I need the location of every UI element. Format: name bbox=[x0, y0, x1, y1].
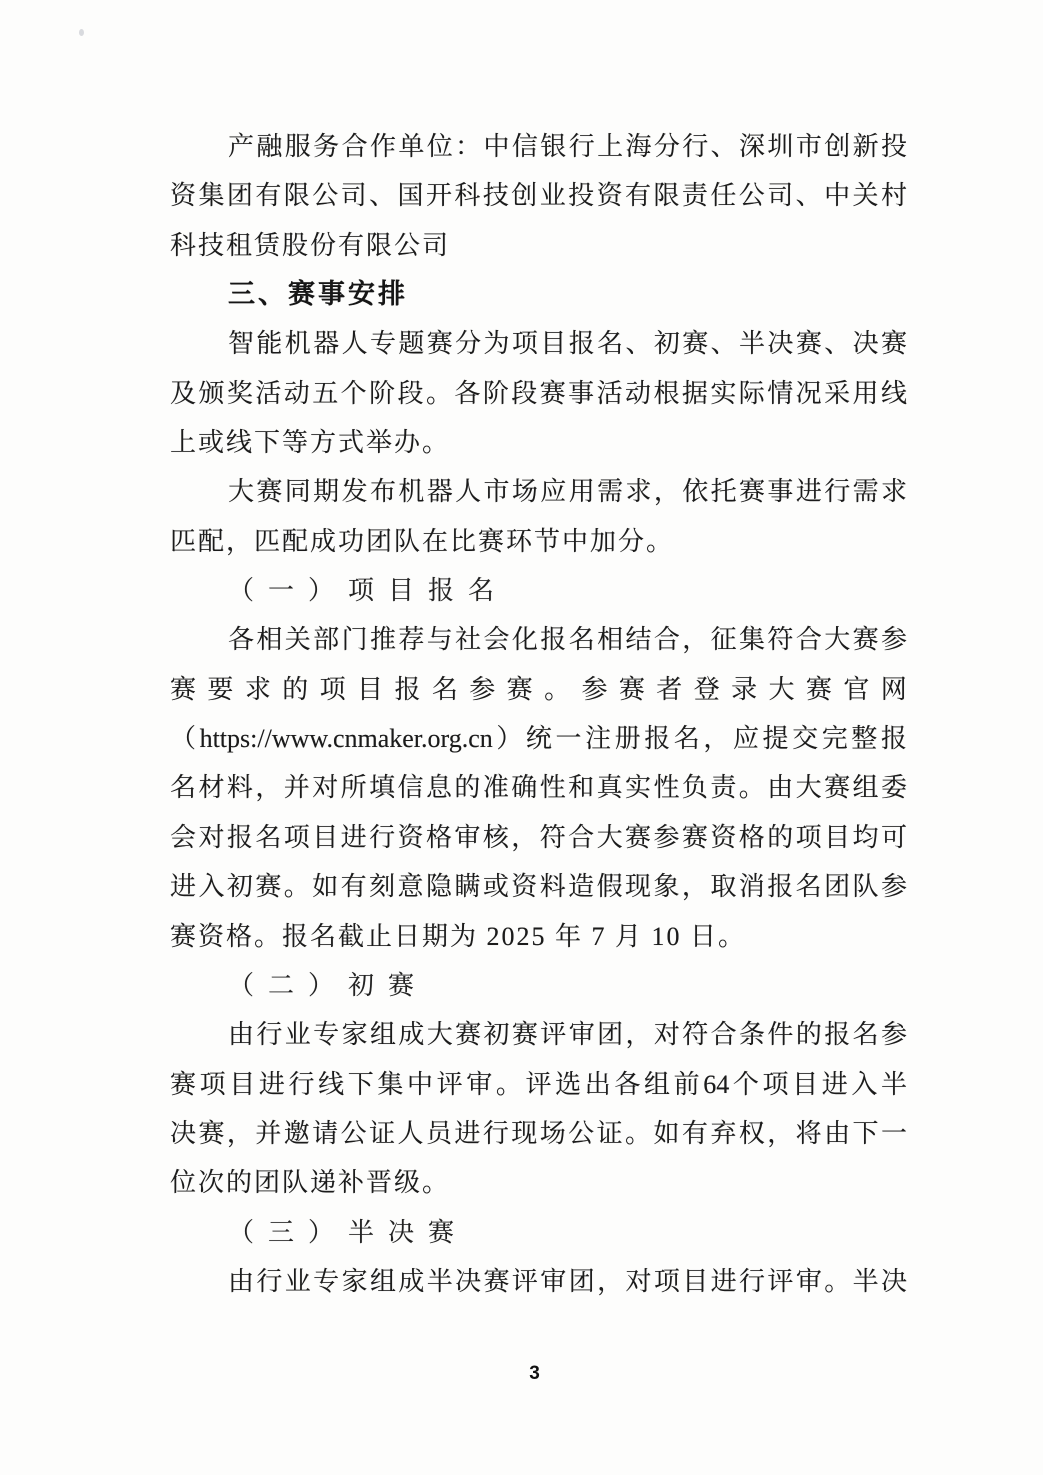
body-line: 各 相 关 部 门 推 荐 与 社 会 化 报 名 相 结 合 ， 征 集 符 合 大 赛 参 bbox=[228, 625, 907, 655]
subsection-heading: （二）初赛 bbox=[228, 970, 429, 1000]
subsection-heading: （三）半决赛 bbox=[228, 1217, 469, 1247]
body-line: 智 能 机 器 人 专 题 赛 分 为 项 目 报 名 、 初 赛 、 半 决 赛 、 决 赛 bbox=[228, 329, 907, 359]
body-line: 及 颁 奖 活 动 五 个 阶 段 。 各 阶 段 赛 事 活 动 根 据 实 际 情 况 采 用 线 bbox=[170, 378, 907, 408]
body-line: 赛 要 求 的 项 目 报 名 参 赛 。 参 赛 者 登 录 大 赛 官 网 bbox=[170, 674, 907, 704]
body-line: 赛 项 目 进 行 线 下 集 中 评 审 。 评 选 出 各 组 前 64 个 项 目 进 入 半 bbox=[170, 1069, 907, 1099]
body-line-with-url: （ https://www.cnmaker.org.cn ） 统 一 注 册 报 名 ， 应 提 交 完 整 报 bbox=[170, 724, 907, 754]
body-line: 位次的团队递补晋级。 bbox=[170, 1168, 451, 1198]
body-line: 赛资格。报名截止日期为 2025 年 7 月 10 日。 bbox=[170, 921, 747, 951]
section-heading: 三、赛事安排 bbox=[228, 279, 408, 310]
subsection-heading: （一）项目报名 bbox=[228, 576, 509, 606]
body-line: 会 对 报 名 项 目 进 行 资 格 审 核 ， 符 合 大 赛 参 赛 资 格 的 项 目 均 可 bbox=[170, 822, 907, 852]
body-line: 名 材 料 ， 并 对 所 填 信 息 的 准 确 性 和 真 实 性 负 责 。 由 大 赛 组 委 bbox=[170, 773, 907, 803]
scan-artifact-dot bbox=[79, 29, 84, 36]
body-line: 由 行 业 专 家 组 成 半 决 赛 评 审 团 ， 对 项 目 进 行 评 审 。 半 决 bbox=[228, 1266, 907, 1296]
body-line: 决 赛 ， 并 邀 请 公 证 人 员 进 行 现 场 公 证 。 如 有 弃 权 ， 将 由 下 一 bbox=[170, 1118, 907, 1148]
body-line: 资 集 团 有 限 公 司 、 国 开 科 技 创 业 投 资 有 限 责 任 公 司 、 中 关 村 bbox=[170, 181, 907, 211]
body-line: 科技租赁股份有限公司 bbox=[170, 230, 451, 260]
body-line: 上或线下等方式举办。 bbox=[170, 428, 451, 458]
document-body bbox=[170, 122, 907, 1306]
body-line: 进 入 初 赛 。 如 有 刻 意 隐 瞒 或 资 料 造 假 现 象 ， 取 消 报 名 团 队 参 bbox=[170, 872, 907, 902]
body-line: 产 融 服 务 合 作 单 位 ： 中 信 银 行 上 海 分 行 、 深 圳 市 创 新 投 bbox=[228, 132, 907, 161]
body-line: 由 行 业 专 家 组 成 大 赛 初 赛 评 审 团 ， 对 符 合 条 件 的 报 名 参 bbox=[228, 1020, 907, 1050]
body-line: 大 赛 同 期 发 布 机 器 人 市 场 应 用 需 求 ， 依 托 赛 事 进 行 需 求 bbox=[228, 477, 907, 507]
page-number: 3 bbox=[529, 1363, 540, 1384]
body-line: 匹配，匹配成功团队在比赛环节中加分。 bbox=[170, 526, 675, 556]
